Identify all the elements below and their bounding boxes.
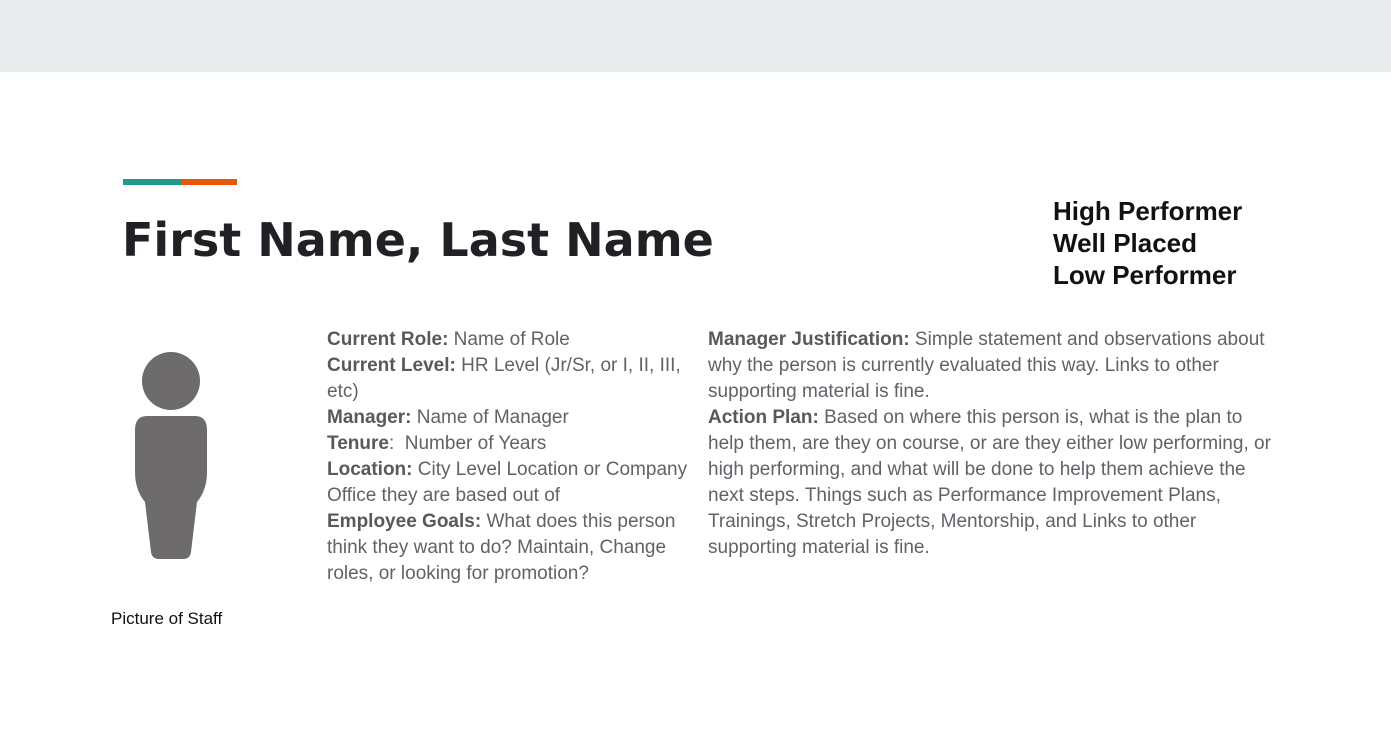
field-manager-justification (708, 327, 1273, 405)
field-employee-goals (327, 509, 689, 587)
field-value: What does this person think they want to do? Maintain, Change roles, or looking for promotion? (327, 511, 676, 584)
field-label: Tenure (327, 433, 389, 454)
field-current-role (327, 327, 689, 353)
accent-bar-teal (123, 179, 181, 185)
field-action-plan (708, 405, 1273, 561)
field-current-level (327, 353, 689, 405)
field-label: Employee Goals: (327, 511, 482, 532)
field-value: Name of Manager (411, 407, 569, 428)
field-label: Action Plan: (708, 407, 819, 428)
field-location (327, 457, 689, 509)
employee-name-title: First Name, Last Name (122, 213, 714, 267)
rating-option-high-performer[interactable]: High Performer (1053, 196, 1243, 226)
top-bar (0, 0, 1391, 72)
performance-rating-list (1053, 195, 1242, 291)
slide (0, 72, 1391, 743)
rating-option-low-performer[interactable]: Low Performer (1053, 260, 1237, 290)
person-icon (133, 352, 209, 562)
rating-option-well-placed[interactable]: Well Placed (1053, 228, 1198, 258)
field-label: Location: (327, 459, 413, 480)
field-value: Based on where this person is, what is the plan to help them, are they on course, or are they either low performing, or high performing, and what will be done to help them achieve the next steps. Things such as Performance Improvement Plans, Trainings, Stretch Projects, Mentorship, and Links to other supporting material is fine. (708, 407, 1271, 558)
field-label: Manager Justification: (708, 329, 910, 350)
manager-assessment (708, 327, 1273, 561)
field-label: Current Role: (327, 329, 449, 350)
field-value: Name of Role (448, 329, 570, 350)
field-label: Manager: (327, 407, 412, 428)
field-value: Simple statement and observations about why the person is currently evaluated this way. Links to other supporting material is fine. (708, 329, 1265, 402)
accent-bar-orange (181, 179, 237, 185)
field-label: Current Level: (327, 355, 456, 376)
field-value: : Number of Years (388, 433, 547, 454)
field-value: City Level Location or Company Office they are based out of (327, 459, 688, 506)
field-value: HR Level (Jr/Sr, or I, II, III, etc) (327, 355, 681, 402)
field-manager (327, 405, 689, 431)
field-tenure (327, 431, 689, 457)
employee-details (327, 327, 689, 587)
photo-caption: Picture of Staff (111, 609, 223, 628)
